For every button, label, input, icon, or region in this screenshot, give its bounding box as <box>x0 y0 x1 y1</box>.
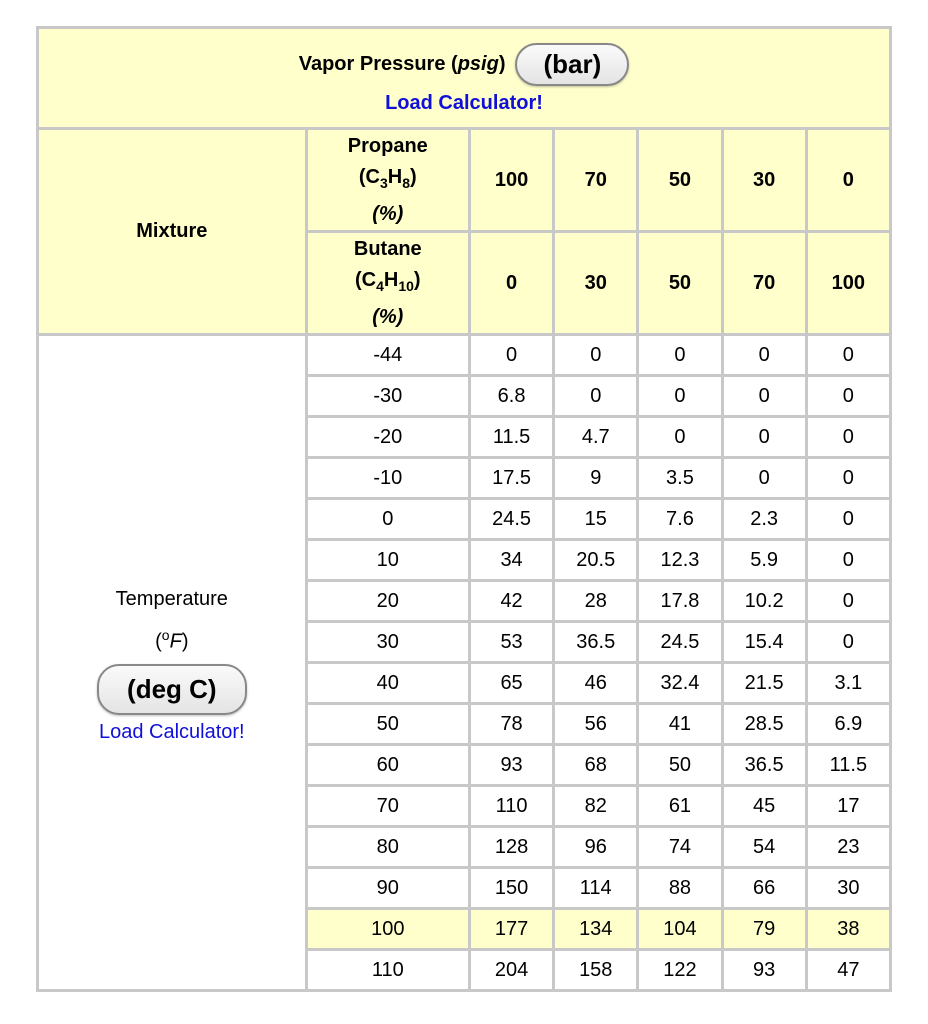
pressure-value: 0 <box>724 459 805 497</box>
temperature-value: -30 <box>308 377 468 415</box>
pressure-value: 0 <box>639 377 720 415</box>
table-row <box>39 336 889 374</box>
pressure-value: 0 <box>808 541 889 579</box>
pressure-value: 5.9 <box>724 541 805 579</box>
pressure-value: 24.5 <box>471 500 552 538</box>
pressure-value: 93 <box>471 746 552 784</box>
pressure-value: 0 <box>471 336 552 374</box>
butane-name: Butane <box>353 237 422 260</box>
pressure-value: 11.5 <box>471 418 552 456</box>
pressure-value: 21.5 <box>724 664 805 702</box>
pressure-value: 0 <box>808 500 889 538</box>
pressure-value: 47 <box>808 951 889 989</box>
pressure-value: 0 <box>808 418 889 456</box>
pressure-value: 4.7 <box>555 418 636 456</box>
pressure-value: 45 <box>724 787 805 825</box>
pressure-value: 34 <box>471 541 552 579</box>
temperature-value: 110 <box>308 951 468 989</box>
pressure-value: 0 <box>808 336 889 374</box>
propane-pct-value: 70 <box>555 130 636 230</box>
temperature-value: 70 <box>308 787 468 825</box>
butane-pct-value: 0 <box>471 233 552 333</box>
pressure-value: 20.5 <box>555 541 636 579</box>
pressure-value: 41 <box>639 705 720 743</box>
vapor-pressure-table <box>36 26 892 992</box>
pressure-value: 0 <box>808 623 889 661</box>
temperature-value: 20 <box>308 582 468 620</box>
temperature-value: 100 <box>308 910 468 948</box>
pressure-value: 0 <box>639 418 720 456</box>
bar-unit-button[interactable]: (bar) <box>515 43 629 86</box>
pressure-value: 0 <box>808 459 889 497</box>
pressure-value: 11.5 <box>808 746 889 784</box>
load-calculator-link-top[interactable]: Load Calculator! <box>385 92 543 114</box>
pressure-value: 65 <box>471 664 552 702</box>
title-unit: psig <box>457 53 499 75</box>
pressure-value: 158 <box>555 951 636 989</box>
pressure-value: 24.5 <box>639 623 720 661</box>
pressure-value: 61 <box>639 787 720 825</box>
pressure-value: 46 <box>555 664 636 702</box>
pressure-value: 150 <box>471 869 552 907</box>
deg-c-button[interactable]: (deg C) <box>97 664 247 715</box>
propane-pct-value: 100 <box>471 130 552 230</box>
temperature-value: 40 <box>308 664 468 702</box>
pressure-value: 12.3 <box>639 541 720 579</box>
pressure-value: 42 <box>471 582 552 620</box>
title-text: Vapor Pressure ( <box>298 53 458 75</box>
pressure-value: 54 <box>724 828 805 866</box>
vapor-pressure-table-container <box>36 26 892 992</box>
pressure-value: 17 <box>808 787 889 825</box>
pressure-value: 122 <box>639 951 720 989</box>
pressure-value: 36.5 <box>724 746 805 784</box>
butane-pct-value: 70 <box>724 233 805 333</box>
temperature-value: 30 <box>308 623 468 661</box>
pressure-value: 0 <box>808 377 889 415</box>
pressure-value: 88 <box>639 869 720 907</box>
propane-name: Propane <box>347 134 428 157</box>
pressure-value: 6.9 <box>808 705 889 743</box>
table-title <box>39 43 889 86</box>
pressure-value: 204 <box>471 951 552 989</box>
pressure-value: 53 <box>471 623 552 661</box>
pressure-value: 0 <box>724 377 805 415</box>
butane-pct-unit: (%) <box>372 305 404 328</box>
pressure-value: 3.5 <box>639 459 720 497</box>
pressure-value: 128 <box>471 828 552 866</box>
pressure-value: 9 <box>555 459 636 497</box>
pressure-value: 104 <box>639 910 720 948</box>
mixture-label: Mixture <box>39 130 305 333</box>
pressure-value: 68 <box>555 746 636 784</box>
propane-formula: $(C_3H_8)$ <box>358 165 417 191</box>
temperature-value: 90 <box>308 869 468 907</box>
pressure-value: 50 <box>639 746 720 784</box>
pressure-value: 93 <box>724 951 805 989</box>
propane-header <box>308 130 468 230</box>
title-suffix: ) <box>498 53 506 75</box>
temperature-value: 0 <box>308 500 468 538</box>
temperature-value: 50 <box>308 705 468 743</box>
pressure-value: 66 <box>724 869 805 907</box>
pressure-value: 134 <box>555 910 636 948</box>
pressure-value: 177 <box>471 910 552 948</box>
pressure-value: 82 <box>555 787 636 825</box>
temperature-value: -44 <box>308 336 468 374</box>
pressure-value: 0 <box>724 418 805 456</box>
pressure-value: 0 <box>639 336 720 374</box>
pressure-value: 6.8 <box>471 377 552 415</box>
butane-pct-value: 50 <box>639 233 720 333</box>
propane-pct-unit: (%) <box>372 202 404 225</box>
pressure-value: 0 <box>555 377 636 415</box>
pressure-value: 28 <box>555 582 636 620</box>
butane-pct-value: 30 <box>555 233 636 333</box>
pressure-value: 78 <box>471 705 552 743</box>
temperature-label-cell <box>39 336 305 989</box>
pressure-value: 10.2 <box>724 582 805 620</box>
temperature-unit: ($^o$F) <box>155 627 189 653</box>
pressure-value: 74 <box>639 828 720 866</box>
temperature-value: 10 <box>308 541 468 579</box>
pressure-value: 79 <box>724 910 805 948</box>
pressure-value: 30 <box>808 869 889 907</box>
propane-pct-value: 30 <box>724 130 805 230</box>
pressure-value: 7.6 <box>639 500 720 538</box>
pressure-value: 15 <box>555 500 636 538</box>
temperature-value: 60 <box>308 746 468 784</box>
temperature-value: 80 <box>308 828 468 866</box>
propane-pct-value: 0 <box>808 130 889 230</box>
pressure-value: 0 <box>555 336 636 374</box>
pressure-value: 15.4 <box>724 623 805 661</box>
pressure-value: 0 <box>808 582 889 620</box>
temperature-label: Temperature <box>115 588 228 611</box>
load-calculator-link-side[interactable]: Load Calculator! <box>98 720 245 743</box>
pressure-value: 32.4 <box>639 664 720 702</box>
pressure-value: 28.5 <box>724 705 805 743</box>
pressure-value: 38 <box>808 910 889 948</box>
pressure-value: 114 <box>555 869 636 907</box>
pressure-value: 56 <box>555 705 636 743</box>
butane-pct-value: 100 <box>808 233 889 333</box>
pressure-value: 23 <box>808 828 889 866</box>
pressure-value: 110 <box>471 787 552 825</box>
temperature-value: -10 <box>308 459 468 497</box>
table-title-cell <box>39 29 889 127</box>
propane-pct-value: 50 <box>639 130 720 230</box>
pressure-value: 2.3 <box>724 500 805 538</box>
pressure-value: 0 <box>724 336 805 374</box>
pressure-value: 17.8 <box>639 582 720 620</box>
pressure-value: 36.5 <box>555 623 636 661</box>
pressure-value: 96 <box>555 828 636 866</box>
temperature-value: -20 <box>308 418 468 456</box>
pressure-value: 17.5 <box>471 459 552 497</box>
butane-formula: $(C_4H_{10})$ <box>354 268 421 294</box>
pressure-value: 3.1 <box>808 664 889 702</box>
butane-header <box>308 233 468 333</box>
